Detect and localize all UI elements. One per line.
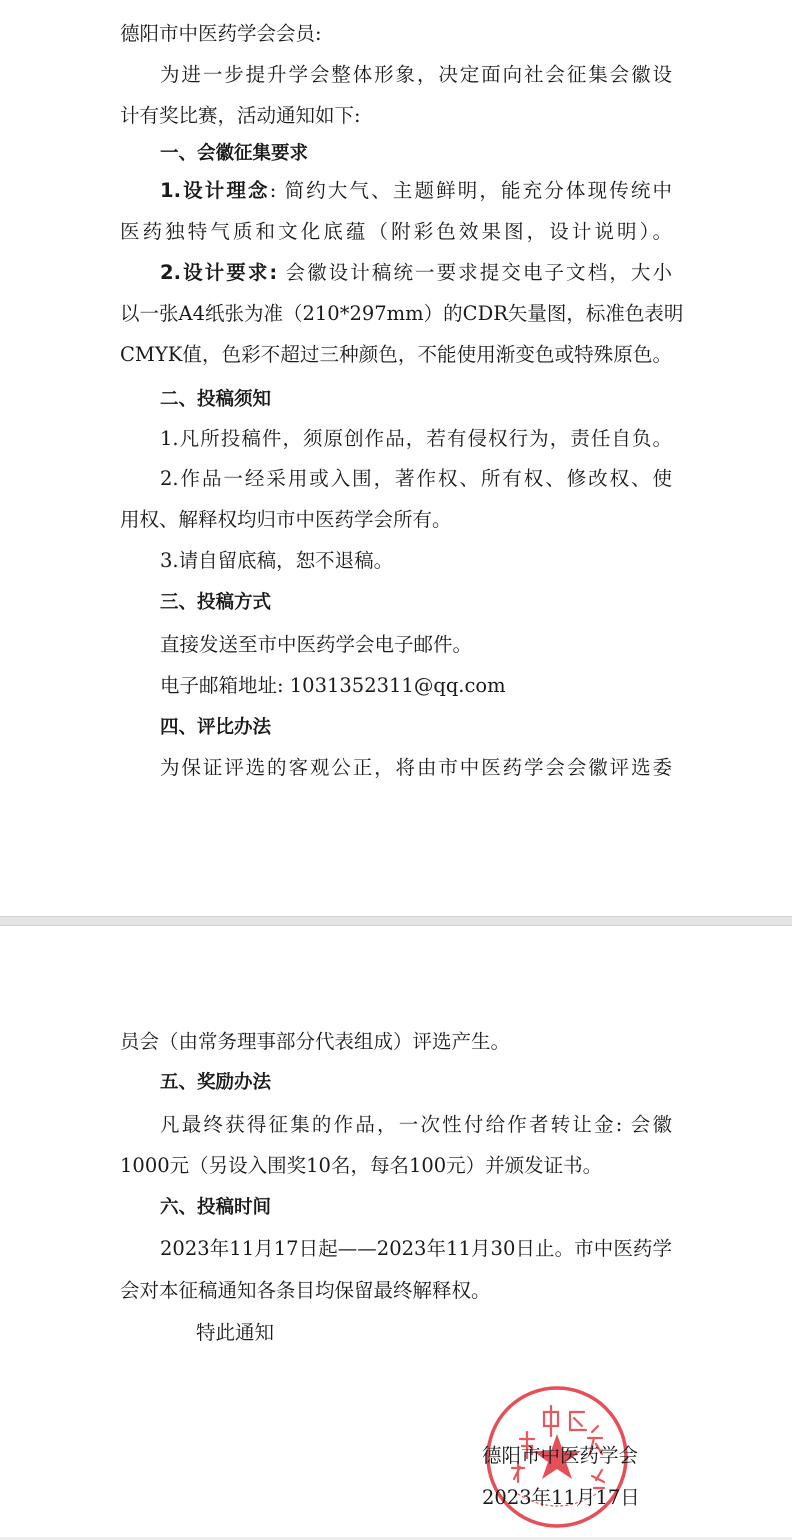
paragraph-line: 直接发送至市中医药学会电子邮件。 xyxy=(160,633,473,656)
paragraph-line: 会对本征稿通知各条目均保留最终解释权。 xyxy=(120,1279,491,1302)
item-text: : 简约大气、主题鲜明，能充分体现传统中 xyxy=(269,179,672,202)
paragraph-line: CMYK值，色彩不超过三种颜色，不能使用渐变色或特殊原色。 xyxy=(120,343,672,366)
paragraph-line: 2.作品一经采用或入围，著作权、所有权、修改权、使 xyxy=(160,467,672,490)
paragraph-line: 1.凡所投稿件，须原创作品，若有侵权行为，责任自负。 xyxy=(160,427,672,450)
paragraph-line: 员会（由常务理事部分代表组成）评选产生。 xyxy=(120,1030,511,1053)
section-heading: 二、投稿须知 xyxy=(160,389,272,410)
paragraph-line: 以一张A4纸张为准（210*297mm）的CDR矢量图，标准色表明 xyxy=(120,302,684,325)
section-heading: 四、评比办法 xyxy=(160,717,272,738)
paragraph-line: 3.请自留底稿，恕不退稿。 xyxy=(160,549,394,572)
section-heading: 五、奖励办法 xyxy=(160,1072,272,1093)
paragraph xyxy=(160,179,672,203)
signature-date: 2023年11月17日 xyxy=(482,1486,640,1509)
page-break xyxy=(0,916,792,926)
paragraph-line: 2023年11月17日起——2023年11月30日止。市中医药学 xyxy=(160,1237,672,1260)
section-heading: 一、会徽征集要求 xyxy=(160,143,309,164)
item-label: 1.设计理念 xyxy=(160,179,270,202)
paragraph xyxy=(160,261,672,285)
salutation: 德阳市中医药学会会员: xyxy=(120,22,322,45)
section-heading: 三、投稿方式 xyxy=(160,592,272,613)
paragraph-line: 1000元（另设入围奖10名，每名100元）并颁发证书。 xyxy=(120,1154,603,1177)
intro-line: 计有奖比赛，活动通知如下: xyxy=(120,104,361,127)
signature-organization: 德阳市中医药学会 xyxy=(482,1444,639,1467)
item-label: 2.设计要求: xyxy=(160,261,278,284)
intro-line: 为进一步提升学会整体形象，决定面向社会征集会徽设 xyxy=(160,63,672,86)
closing: 特此通知 xyxy=(196,1321,275,1344)
email-address: 电子邮箱地址: 1031352311@qq.com xyxy=(160,674,506,697)
paragraph-line: 为保证评选的客观公正，将由市中医药学会会徽评选委 xyxy=(160,756,672,779)
paragraph-line: 医药独特气质和文化底蕴（附彩色效果图，设计说明）。 xyxy=(120,220,672,243)
section-heading: 六、投稿时间 xyxy=(160,1197,272,1218)
paragraph-line: 凡最终获得征集的作品，一次性付给作者转让金: 会徽 xyxy=(160,1113,672,1136)
paragraph-line: 用权、解释权均归市中医药学会所有。 xyxy=(120,508,452,531)
item-text: 会徽设计稿统一要求提交电子文档，大小 xyxy=(277,261,672,284)
